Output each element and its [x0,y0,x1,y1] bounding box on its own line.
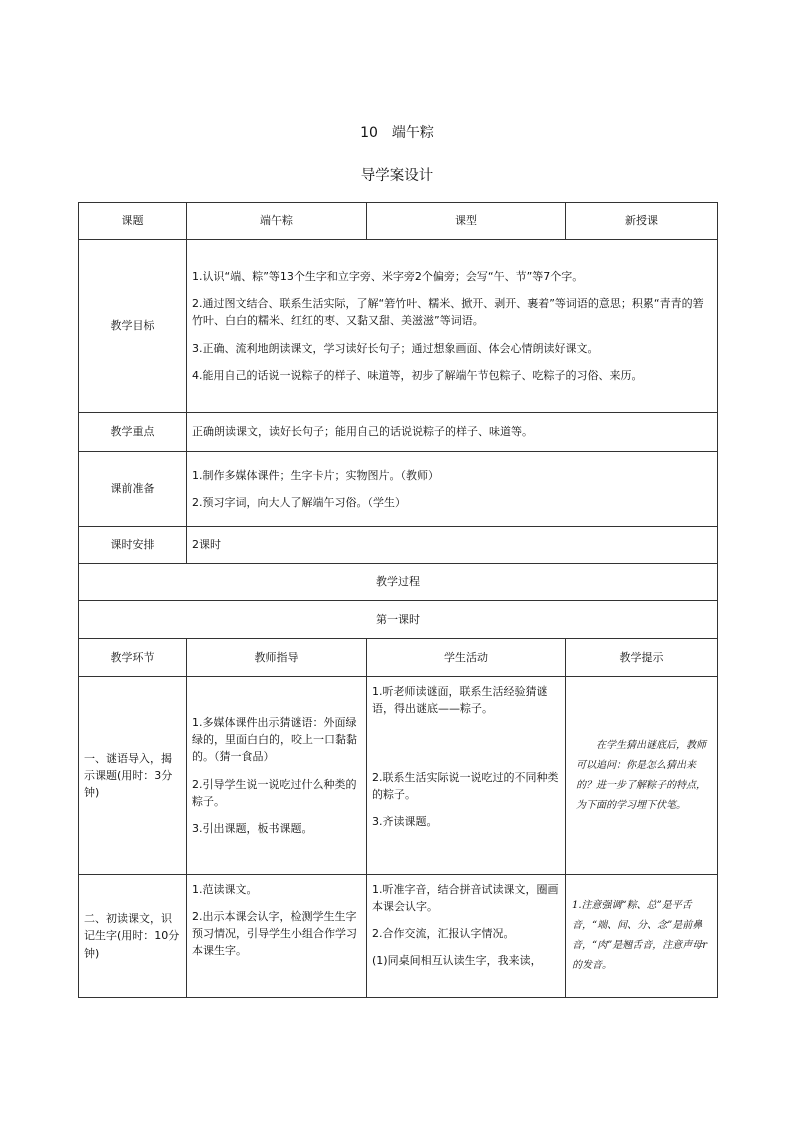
teaching-tip: 1.注意强调“粽、总”是平舌音，“端、间、分、念”是前鼻音，“肉”是翘舌音，注意声母r的发音。 [566,875,718,998]
student-step: 3.齐读课题。 [372,815,438,829]
prep-label: 课前准备 [79,452,187,527]
teacher-step: 2.出示本课会认字，检测学生生字预习情况，引导学生小组合作学习本课生字。 [192,910,357,958]
lesson-title: 第一课时 [79,601,718,639]
document-subtitle: 导学案设计 [360,168,434,184]
focus-value: 正确朗读课文，读好长句子；能用自己的话说说粽子的样子、味道等。 [187,413,718,452]
focus-label: 教学重点 [79,413,187,452]
stage-row-1 [79,677,718,875]
column-header-row [79,639,718,677]
student-step: 1.听准字音，结合拼音试读课文，圈画本课会认字。 [372,883,559,914]
hours-label: 课时安排 [79,527,187,564]
type-value: 新授课 [566,203,718,240]
teacher-step: 1.多媒体课件出示猜谜语：外面绿绿的，里面白白的，咬上一口黏黏的。（猜一食品） [192,716,357,764]
prep-item: 2.预习字词，向大人了解端午习俗。（学生） [192,496,406,509]
column-header-student: 学生活动 [367,639,566,677]
process-header: 教学过程 [79,564,718,601]
goal-item: 4.能用自己的话说一说粽子的样子、味道等，初步了解端午节包粽子、吃粽子的习俗、来历。 [192,368,643,382]
lesson-plan-table [78,202,718,998]
stage-row-2 [79,875,718,998]
goal-item: 3.正确、流利地朗读课文，学习读好长句子；通过想象画面、体会心情朗读好课文。 [192,341,599,355]
teacher-step: 1.范读课文。 [192,883,258,896]
student-step: 1.听老师读谜面，联系生活经验猜谜语，得出谜底——粽子。 [372,685,548,716]
column-header-stage: 教学环节 [79,639,187,677]
student-step: 2.合作交流，汇报认字情况。 [372,927,515,941]
stage-name: 二、初读课文，识记生字(用时：10分钟) [79,875,187,998]
topic-label: 课题 [79,203,187,240]
focus-row [79,413,718,452]
hours-value: 2课时 [187,527,718,564]
goals-cell [187,240,718,413]
goals-label: 教学目标 [79,240,187,413]
student-step: 2.联系生活实际说一说吃过的不同种类的粽子。 [372,771,559,802]
teacher-step: 3.引出课题，板书课题。 [192,821,313,835]
teaching-tip: 在学生猜出谜底后，教师可以追问：你是怎么猜出来的？进一步了解粽子的特点，为下面的学习埋下伏笔。 [566,677,718,875]
teacher-guidance-cell [187,875,367,998]
prep-item: 1.制作多媒体课件；生字卡片；实物图片。（教师） [192,468,439,482]
goals-row [79,240,718,413]
stage-name: 一、谜语导入，揭示课题(用时：3分钟) [79,677,187,875]
hours-row [79,527,718,564]
document-title: 10 端午粽 [360,125,434,141]
topic-row [79,203,718,240]
column-header-teacher: 教师指导 [187,639,367,677]
column-header-tip: 教学提示 [566,639,718,677]
topic-value: 端午粽 [187,203,367,240]
teacher-step: 2.引导学生说一说吃过什么种类的粽子。 [192,777,357,808]
prep-row [79,452,718,527]
goal-item: 1.认识“端、粽”等13个生字和立字旁、米字旁2个偏旁；会写“午、节”等7个字。 [192,270,584,284]
goal-item: 2.通过图文结合、联系生活实际，了解“箬竹叶、糯米、掀开、剥开、裹着”等词语的意思；积累“青青的箬竹叶、白白的糯米、红红的枣、又黏又甜、美滋滋”等词语。 [192,297,704,328]
student-step: (1)同桌间相互认读生字，我来读， [372,954,542,968]
student-activity-cell [367,677,566,875]
type-label: 课型 [367,203,566,240]
lesson-row [79,601,718,639]
student-activity-cell [367,875,566,998]
prep-cell [187,452,718,527]
process-header-row [79,564,718,601]
teacher-guidance-cell [187,677,367,875]
